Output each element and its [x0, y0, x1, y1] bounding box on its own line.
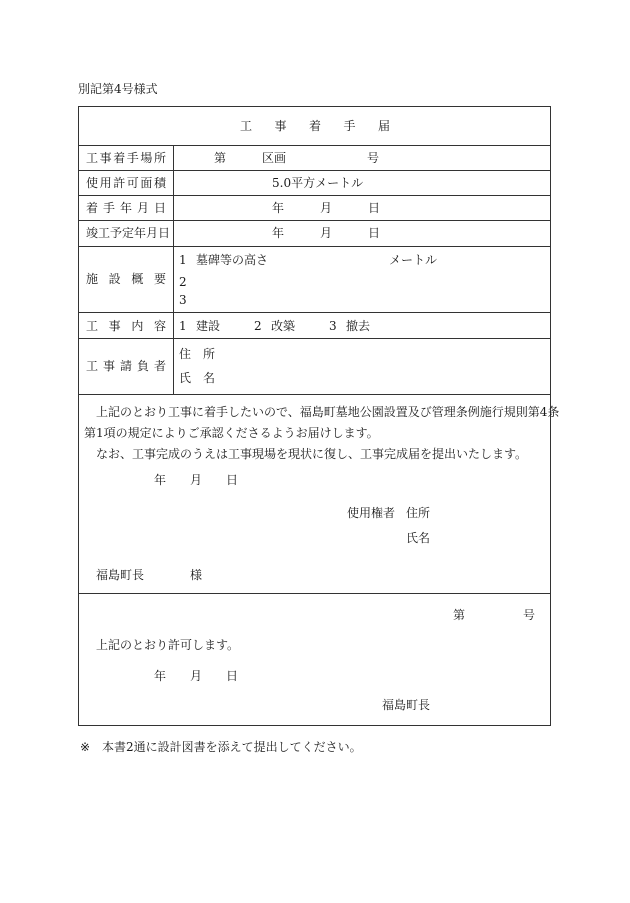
- work-opt2-no: 2: [254, 319, 262, 333]
- body-date-nen: 年: [154, 473, 167, 487]
- outline-item1-text: 墓碑等の高さ: [196, 253, 269, 267]
- applicant-address: 住所: [406, 506, 431, 520]
- body-paragraph-line2: 第1項の規定によりご承認くださるようお届けします。: [84, 426, 379, 440]
- divider: [78, 145, 551, 146]
- footnote: 本書2通に設計図書を添えて提出してください。: [102, 740, 362, 754]
- label-finish-date: 竣工予定年月日: [86, 226, 171, 240]
- approval-text: 上記のとおり許可します。: [96, 638, 240, 652]
- divider: [78, 593, 551, 594]
- work-opt1: 建設: [196, 319, 221, 333]
- divider: [78, 220, 551, 221]
- start-nen: 年: [272, 201, 285, 215]
- finish-tsuki: 月: [320, 226, 333, 240]
- divider: [78, 246, 551, 247]
- label-column-divider: [173, 145, 174, 394]
- applicant-name: 氏名: [406, 531, 431, 545]
- approval-go: 号: [523, 608, 536, 622]
- approval-date-hi: 日: [226, 669, 239, 683]
- site-dai: 第: [214, 151, 227, 165]
- label-start-date: 着 手 年 月 日: [86, 201, 166, 215]
- divider: [78, 195, 551, 196]
- form-title: 工 事 着 手 届: [240, 119, 390, 133]
- label-work-type: 工 事 内 容: [86, 319, 166, 333]
- outline-item3-no: 3: [179, 293, 187, 307]
- contractor-name-label: 氏 名: [179, 371, 216, 385]
- site-kukaku: 区画: [262, 151, 287, 165]
- area-value: 5.0平方メートル: [272, 176, 364, 190]
- body-paragraph-2: なお、工事完成のうえは工事現場を現状に復し、工事完成届を提出いたします。: [96, 447, 528, 461]
- label-site: 工 事 着 手 場 所: [86, 151, 166, 165]
- outline-item1-unit: メートル: [389, 253, 438, 267]
- approval-date-nen: 年: [154, 669, 167, 683]
- approval-dai: 第: [453, 608, 466, 622]
- work-opt1-no: 1: [179, 319, 187, 333]
- divider: [78, 312, 551, 313]
- outline-item2-no: 2: [179, 275, 187, 289]
- label-area: 使 用 許 可 面 積: [86, 176, 166, 190]
- outline-item1-no: 1: [179, 253, 187, 267]
- work-opt3-no: 3: [329, 319, 337, 333]
- divider: [78, 170, 551, 171]
- work-opt3: 撤去: [346, 319, 371, 333]
- approval-date-tsuki: 月: [190, 669, 203, 683]
- label-contractor: 工 事 請 負 者: [86, 359, 166, 373]
- finish-nen: 年: [272, 226, 285, 240]
- label-outline: 施 設 概 要: [86, 272, 166, 286]
- start-tsuki: 月: [320, 201, 333, 215]
- site-go: 号: [367, 151, 380, 165]
- form-number: 別記第4号様式: [78, 82, 158, 96]
- addressee: 福島町長: [96, 568, 145, 582]
- approval-signer: 福島町長: [382, 698, 431, 712]
- footnote-mark: ※: [80, 740, 91, 754]
- body-date-hi: 日: [226, 473, 239, 487]
- addressee-sama: 様: [190, 568, 203, 582]
- contractor-address-label: 住 所: [179, 347, 216, 361]
- divider: [78, 338, 551, 339]
- divider: [78, 394, 551, 395]
- body-paragraph-line1: 上記のとおり工事に着手したいので、福島町墓地公園設置及び管理条例施行規則第4条: [96, 405, 560, 419]
- applicant-label: 使用権者: [347, 506, 396, 520]
- body-date-tsuki: 月: [190, 473, 203, 487]
- work-opt2: 改築: [271, 319, 296, 333]
- finish-hi: 日: [368, 226, 381, 240]
- start-hi: 日: [368, 201, 381, 215]
